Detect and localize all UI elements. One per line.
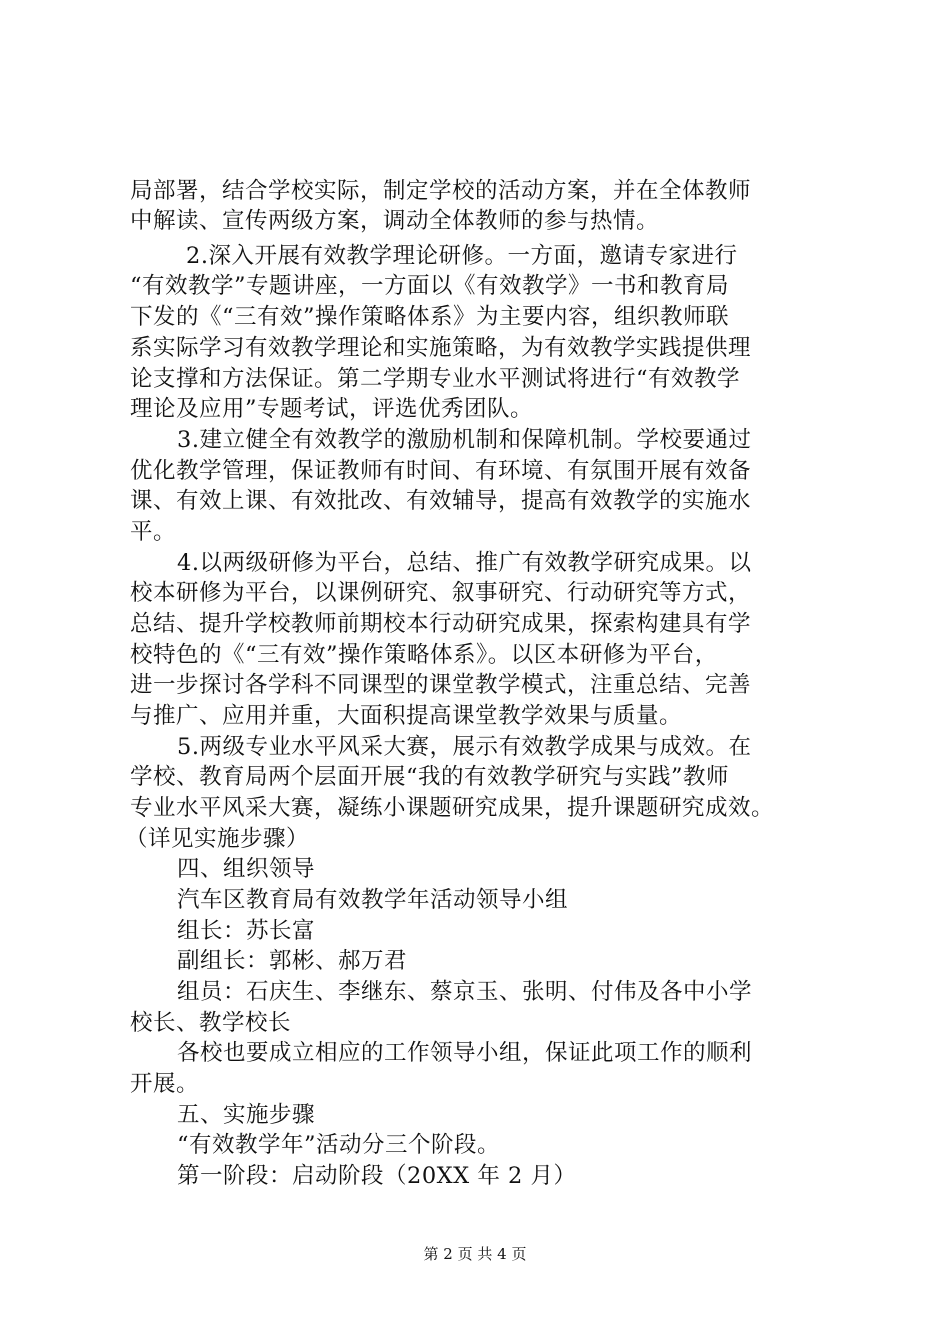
- paragraph-line: 校本研修为平台，以课例研究、叙事研究、行动研究等方式，: [130, 580, 752, 606]
- paragraph-line: 组长：苏长富: [177, 918, 316, 944]
- paragraph-line: 各校也要成立相应的工作领导小组，保证此项工作的顺利: [177, 1040, 753, 1066]
- paragraph-line: 论支撑和方法保证。第二学期专业水平测试将进行“有效教学: [130, 366, 741, 392]
- section-heading: 四、组织领导: [177, 856, 316, 882]
- paragraph-line: 组员：石庆生、李继东、蔡京玉、张明、付伟及各中小学: [177, 979, 753, 1005]
- paragraph-line: 5.两级专业水平风采大赛，展示有效教学成果与成效。在: [177, 734, 752, 760]
- paragraph-line: “有效教学年”活动分三个阶段。: [177, 1132, 501, 1158]
- paragraph-line: 系实际学习有效教学理论和实施策略，为有效教学实践提供理: [130, 335, 752, 361]
- paragraph-line: 课、有效上课、有效批改、有效辅导，提高有效教学的实施水: [130, 488, 752, 514]
- paragraph-line: 校特色的《“三有效”操作策略体系》。以区本研修为平台，: [130, 642, 718, 668]
- paragraph-line: 校长、教学校长: [130, 1010, 292, 1036]
- paragraph-line: 优化教学管理，保证教师有时间、有环境、有氛围开展有效备: [130, 458, 752, 484]
- paragraph-line: 2.深入开展有效教学理论研修。一方面，邀请专家进行: [186, 243, 738, 269]
- paragraph-line: 4.以两级研修为平台，总结、推广有效教学研究成果。以: [177, 550, 752, 576]
- paragraph-line: 专业水平风采大赛，凝练小课题研究成果，提升课题研究成效。: [130, 795, 775, 821]
- paragraph-line: 中解读、宣传两级方案，调动全体教师的参与热情。: [130, 208, 660, 234]
- paragraph-line: 副组长：郭彬、郝万君: [177, 948, 408, 974]
- paragraph-line: 局部署，结合学校实际，制定学校的活动方案，并在全体教师: [130, 178, 752, 204]
- paragraph-line: （详见实施步骤）: [125, 826, 310, 852]
- paragraph-line: 第一阶段：启动阶段（20XX 年 2 月）: [177, 1163, 577, 1189]
- paragraph-line: 总结、提升学校教师前期校本行动研究成果，探索构建具有学: [130, 611, 752, 637]
- paragraph-line: 与推广、应用并重，大面积提高课堂教学效果与质量。: [130, 703, 683, 729]
- section-heading: 五、实施步骤: [177, 1102, 316, 1128]
- paragraph-line: “有效教学”专题讲座，一方面以《有效教学》一书和教育局: [130, 273, 730, 299]
- paragraph-line: 下发的《“三有效”操作策略体系》为主要内容，组织教师联: [130, 304, 730, 330]
- paragraph-line: 理论及应用”专题考试，评选优秀团队。: [130, 396, 534, 422]
- paragraph-line: 汽车区教育局有效教学年活动领导小组: [177, 887, 569, 913]
- paragraph-line: 学校、教育局两个层面开展“我的有效教学研究与实践”教师: [130, 764, 730, 790]
- paragraph-line: 进一步探讨各学科不同课型的课堂教学模式，注重总结、完善: [130, 672, 752, 698]
- page-number-footer: 第 2 页 共 4 页: [423, 1245, 527, 1263]
- paragraph-line: 平。: [130, 519, 177, 545]
- paragraph-line: 3.建立健全有效教学的激励机制和保障机制。学校要通过: [177, 427, 752, 453]
- paragraph-line: 开展。: [130, 1071, 200, 1097]
